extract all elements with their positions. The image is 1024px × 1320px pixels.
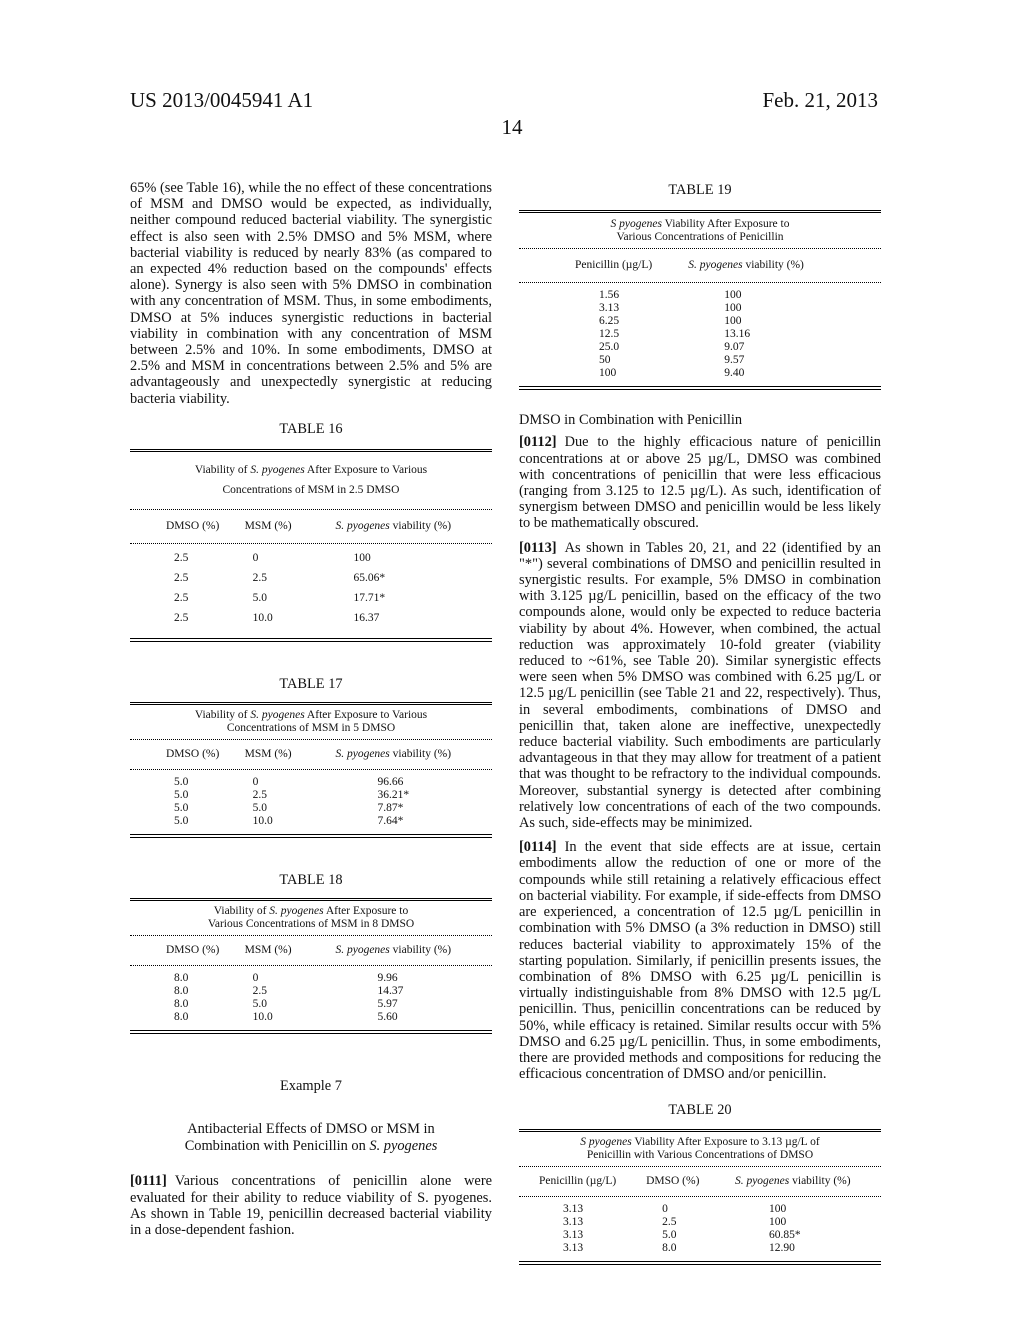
- table-cell: 12.90: [768, 1241, 795, 1254]
- table-row: [130, 972, 492, 985]
- table-rule: [130, 543, 492, 544]
- table-cell: 9.40: [724, 367, 745, 380]
- table-cell: 100: [353, 552, 371, 565]
- table-title: TABLE 17: [279, 676, 343, 693]
- table-cell: 100: [724, 315, 742, 328]
- table-cell: 13.16: [724, 328, 751, 341]
- table-cell: 8.0: [174, 1011, 189, 1024]
- table-caption: Viability of S. pyogenes After Exposure to Various: [194, 709, 428, 722]
- table-cell: 0: [252, 776, 259, 789]
- table-16: [130, 421, 492, 642]
- table-row: [130, 612, 492, 632]
- table-caption-line2: Various Concentrations of Penicillin: [616, 231, 784, 244]
- table-rule: [519, 1261, 881, 1265]
- table-cell: 2.5: [662, 1215, 677, 1228]
- table-body: [519, 289, 881, 380]
- table-cell: 10.0: [252, 1011, 273, 1024]
- example-heading-line2: Combination with Penicillin on S. pyogenes: [184, 1138, 438, 1155]
- left-column: [130, 180, 492, 1246]
- table-header-row: DMSO (%) MSM (%) S. pyogenes viability (%): [166, 520, 452, 533]
- table-row: [130, 776, 492, 789]
- table-cell: 5.0: [252, 592, 267, 605]
- table-body: [130, 552, 492, 632]
- table-row: [519, 1229, 881, 1242]
- table-cell: 2.5: [252, 789, 267, 802]
- table-cell: 5.0: [662, 1228, 677, 1241]
- table-row: [519, 1242, 881, 1255]
- table-rule: [130, 739, 492, 740]
- table-body: [130, 972, 492, 1024]
- table-caption-line2: Penicillin with Various Concentrations of DMSO: [586, 1148, 814, 1161]
- table-row: [519, 328, 881, 341]
- table-cell: 9.57: [724, 354, 745, 367]
- table-cell: 65.06*: [353, 572, 386, 585]
- table-rule: [130, 965, 492, 966]
- table-caption: S pyogenes Viability After Exposure to: [610, 218, 790, 231]
- table-cell: 8.0: [174, 972, 189, 985]
- table-cell: 3.13: [563, 1241, 584, 1254]
- table-cell: 14.37: [377, 985, 404, 998]
- table-cell: 8.0: [662, 1241, 677, 1254]
- table-caption-line2: Concentrations of MSM in 2.5 DMSO: [222, 484, 400, 497]
- paragraph-0112: [0112] Due to the highly efficacious nature of penicillin concentrations at or above 25 µg/L, DMSO was combined with concentrations of penicillin that were less efficacious (ranging from 3.125 to 12.5 µg/L). As such, identification of synergism between DMSO and penicillin would be less likely to be mathematically obscured.: [519, 434, 881, 532]
- table-cell: 100: [724, 302, 742, 315]
- table-header-row: DMSO (%) MSM (%) S. pyogenes viability (%): [166, 748, 452, 761]
- table-rule: [519, 386, 881, 390]
- intro-paragraph: 65% (see Table 16), while the no effect of these concentrations of MSM and DMSO would be expected, as individually, neither compound reduced bacterial viability. The synergistic effect is also seen with 2.5% DMSO and 5% MSM, where bacterial viability is reduced by nearly 83% (as compared to an expected 4% reduction based on the compounds' effects alone). Synergy is also seen with 5% DMSO in combination with any concentration of MSM. Thus, in some embodiments, DMSO at 5% induces synergistic reductions in bacterial viability in combination with any concentration of MSM between 2.5% and 10%. In some embodiments, DMSO at 2.5% and MSM in concentrations between 2.5% and 5% are advantageously and unexpectedly synergistic at reducing bacteria viability.: [130, 180, 492, 407]
- table-cell: 5.0: [174, 802, 189, 815]
- table-cell: 1.56: [599, 289, 620, 302]
- page-number: 14: [501, 115, 523, 139]
- section-heading: DMSO in Combination with Penicillin: [519, 412, 743, 429]
- table-rule: [519, 210, 881, 213]
- right-column: [519, 180, 881, 1265]
- table-cell: 5.0: [174, 815, 189, 828]
- table-cell: 3.13: [563, 1215, 584, 1228]
- table-cell: 2.5: [174, 572, 189, 585]
- table-cell: 2.5: [174, 552, 189, 565]
- table-cell: 7.87*: [377, 802, 404, 815]
- example-title: Example 7: [280, 1078, 342, 1095]
- table-rule: [519, 1196, 881, 1197]
- table-cell: 25.0: [599, 341, 620, 354]
- table-cell: 5.60: [377, 1011, 398, 1024]
- table-row: [519, 1216, 881, 1229]
- table-cell: 10.0: [252, 815, 273, 828]
- table-cell: 9.96: [377, 972, 398, 985]
- paragraph-0111: [0111] Various concentrations of penicillin alone were evaluated for their ability to reduce viability of S. pyogenes. As shown in Table 19, penicillin decreased bacterial viability in a dose-dependent fashion.: [130, 1173, 492, 1239]
- table-rule: [130, 898, 492, 901]
- table-caption-line2: Various Concentrations of MSM in 8 DMSO: [207, 918, 415, 931]
- table-cell: 2.5: [174, 592, 189, 605]
- paragraph-0114: [0114] In the event that side effects are at issue, certain embodiments allow the reduction of one or more of the compounds while still retaining a relatively efficacious effect on bacterial viability. For example, if side-effects from DMSO are experienced, a concentration of 12.5 µg/L penicillin in combination with 5% DMSO (a 3% reduction in DMSO) still reduces bacterial viability to approximately 15% of the starting population. Similarly, if penicillin presents issues, the combination of 8% DMSO with 6.25 µg/L penicillin is virtually indistinguishable from 8% DMSO with 12.5 µg/L penicillin. Thus, penicillin concentrations can be reduced by 50%, while efficacy is retained. Similar results occur with 5% DMSO and 6.25 µg/L penicillin. Thus, in some embodiments, there are provided methods and compositions for reducing the efficacious concentration of DMSO and/or penicillin.: [519, 839, 881, 1083]
- table-rule: [130, 638, 492, 642]
- table-row: [130, 998, 492, 1011]
- table-caption-line2: Concentrations of MSM in 5 DMSO: [226, 722, 396, 735]
- table-cell: 5.0: [252, 998, 267, 1011]
- data-table: [519, 1175, 881, 1188]
- table-20: [519, 1102, 881, 1264]
- table-17: [130, 676, 492, 838]
- table-header-row: DMSO (%) MSM (%) S. pyogenes viability (%): [166, 944, 452, 957]
- table-rule: [130, 702, 492, 705]
- table-rule: [130, 769, 492, 770]
- table-body: [519, 1203, 881, 1255]
- table-cell: 9.07: [724, 341, 745, 354]
- table-cell: 5.0: [252, 802, 267, 815]
- data-table: [130, 944, 492, 957]
- table-cell: 0: [252, 972, 259, 985]
- table-cell: 5.0: [174, 789, 189, 802]
- table-caption: Viability of S. pyogenes After Exposure to: [213, 905, 409, 918]
- table-cell: 0: [252, 552, 259, 565]
- table-row: [519, 354, 881, 367]
- table-cell: 0: [662, 1202, 668, 1215]
- table-cell: 100: [599, 367, 617, 380]
- table-title: TABLE 20: [668, 1102, 732, 1119]
- table-caption: S pyogenes Viability After Exposure to 3.13 µg/L of: [580, 1135, 820, 1148]
- table-19: [519, 182, 881, 390]
- table-rule: [130, 834, 492, 838]
- table-row: [130, 552, 492, 572]
- table-row: [130, 1011, 492, 1024]
- patent-number: US 2013/0045941 A1: [130, 88, 314, 112]
- table-title: TABLE 16: [279, 420, 343, 437]
- paragraph-0113: [0113] As shown in Tables 20, 21, and 22 (identified by an "*") several combinations of DMSO and penicillin resulted in synergistic results. For example, 5% DMSO in combination with 3.125 µg/L penicillin, based on the efficacy of the two compounds alone, would only be expected to reduce bacteria viability by about 4%. However, when combined, the actual reduction was approximately 10-fold greater (viability reduced to ~61%, see Table 20). Similar synergistic effects were seen when 5% DMSO was combined with 6.25 µg/L or 12.5 µg/L penicillin (see Table 21 and 22, respectively). Thus, in several embodiments, combinations of DMSO and penicillin that, taken alone are ineffective, unexpectedly reduce bacterial viability. Such embodiments are particularly advantageous in that they may allow for treatment of a patient that was thought to be refractory to the individual compounds. Moreover, substantial synergy is detected after combining relatively low concentrations of each of the two compounds. As such, side-effects may be minimized.: [519, 539, 881, 832]
- data-table: [130, 748, 492, 761]
- table-row: [130, 572, 492, 592]
- table-cell: 6.25: [599, 315, 620, 328]
- table-rule: [519, 1166, 881, 1167]
- data-table: [519, 259, 881, 272]
- table-cell: 3.13: [563, 1202, 584, 1215]
- table-row: [519, 341, 881, 354]
- table-body: [130, 776, 492, 828]
- table-rule: [130, 1030, 492, 1034]
- table-row: [130, 985, 492, 998]
- table-cell: 8.0: [174, 998, 189, 1011]
- table-title: TABLE 18: [279, 872, 343, 889]
- table-cell: 10.0: [252, 612, 273, 625]
- publication-date: Feb. 21, 2013: [762, 88, 878, 112]
- table-header-row: Penicillin (µg/L) DMSO (%) S. pyogenes viability (%): [539, 1174, 851, 1187]
- table-rule: [519, 1129, 881, 1132]
- table-cell: 100: [724, 289, 742, 302]
- table-cell: 2.5: [252, 572, 267, 585]
- table-row: [519, 302, 881, 315]
- table-row: [130, 789, 492, 802]
- table-cell: 8.0: [174, 985, 189, 998]
- table-cell: 100: [768, 1215, 787, 1228]
- table-cell: 16.37: [353, 612, 380, 625]
- table-cell: 5.97: [377, 998, 398, 1011]
- table-cell: 7.64*: [377, 815, 404, 828]
- table-cell: 3.13: [563, 1228, 584, 1241]
- table-18: [130, 872, 492, 1034]
- table-rule: [519, 248, 881, 249]
- table-cell: 50: [599, 354, 611, 367]
- table-cell: 96.66: [377, 776, 404, 789]
- data-table: [130, 520, 492, 533]
- table-rule: [130, 449, 492, 452]
- table-row: [130, 815, 492, 828]
- table-caption: Viability of S. pyogenes After Exposure to Various: [194, 464, 428, 477]
- table-cell: 17.71*: [353, 592, 386, 605]
- table-row: [130, 592, 492, 612]
- table-cell: 2.5: [174, 612, 189, 625]
- table-cell: 2.5: [252, 985, 267, 998]
- table-cell: 100: [768, 1202, 787, 1215]
- table-row: [519, 367, 881, 380]
- table-row: [130, 802, 492, 815]
- table-rule: [130, 509, 492, 510]
- table-row: [519, 1203, 881, 1216]
- table-cell: 36.21*: [377, 789, 410, 802]
- table-title: TABLE 19: [668, 182, 732, 198]
- table-cell: 3.13: [599, 302, 620, 315]
- table-cell: 60.85*: [768, 1228, 801, 1241]
- table-cell: 5.0: [174, 776, 189, 789]
- table-rule: [519, 282, 881, 283]
- table-row: [519, 315, 881, 328]
- example-heading: Antibacterial Effects of DMSO or MSM in: [187, 1121, 435, 1138]
- table-row: [519, 289, 881, 302]
- table-cell: 12.5: [599, 328, 620, 341]
- table-header-row: Penicillin (µg/L) S. pyogenes viability (%): [575, 259, 804, 272]
- table-rule: [130, 935, 492, 936]
